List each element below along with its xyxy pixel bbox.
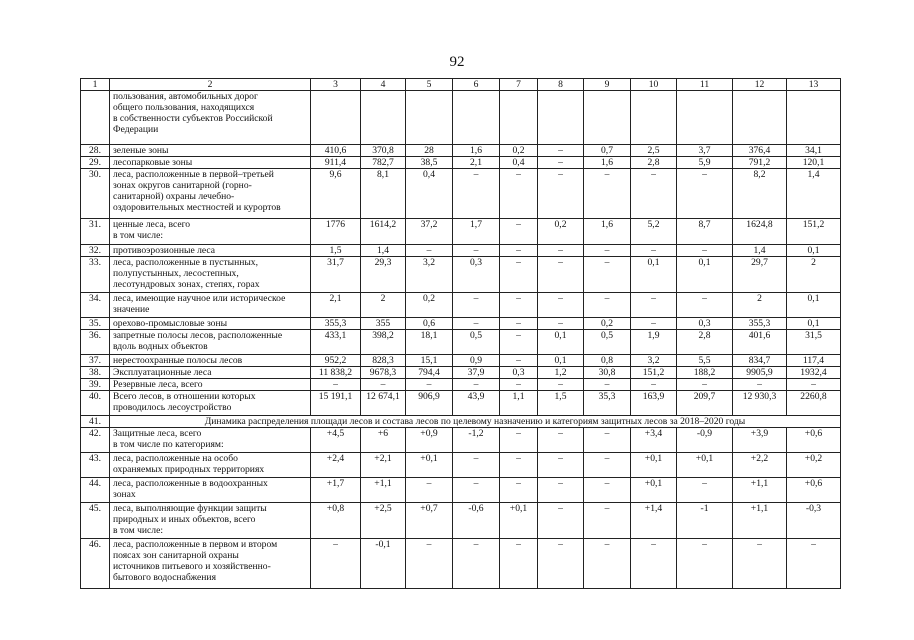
- row-label: нерестоохранные полосы лесов: [110, 355, 311, 367]
- table-row: [81, 145, 841, 157]
- column-header: 10: [631, 79, 677, 91]
- cell-value: –: [538, 539, 584, 589]
- cell-value: –: [538, 157, 584, 169]
- cell-value: 2: [361, 293, 406, 318]
- cell-value: 355,3: [311, 318, 361, 330]
- cell-value: –: [538, 478, 584, 503]
- cell-value: 151,2: [787, 219, 841, 245]
- cell-value: +0,2: [787, 453, 841, 478]
- cell-value: –: [538, 169, 584, 219]
- row-label: зеленые зоны: [110, 145, 311, 157]
- cell-value: 791,2: [733, 157, 787, 169]
- row-label: Резервные леса, всего: [110, 379, 311, 391]
- cell-value: –: [500, 169, 538, 219]
- column-header: 6: [453, 79, 500, 91]
- cell-value: 1,4: [787, 169, 841, 219]
- row-label: леса, расположенные в первой–третьей зонах округов санитарной (горно- санитарной) охраны лечебно- оздоровительных местностей и курортов: [110, 169, 311, 219]
- row-label: орехово-промысловые зоны: [110, 318, 311, 330]
- cell-value: –: [631, 245, 677, 257]
- cell-value: 3,7: [677, 145, 733, 157]
- cell-value: 11 838,2: [311, 367, 361, 379]
- column-header: 11: [677, 79, 733, 91]
- cell-value: –: [453, 539, 500, 589]
- cell-value: 1,5: [311, 245, 361, 257]
- cell-value: -0,6: [453, 503, 500, 539]
- cell-value: –: [500, 293, 538, 318]
- cell-value: +1,7: [311, 478, 361, 503]
- cell-value: 8,7: [677, 219, 733, 245]
- cell-value: –: [584, 379, 631, 391]
- cell-value: 12 930,3: [733, 391, 787, 416]
- cell-value: –: [500, 379, 538, 391]
- row-number: 41.: [81, 416, 110, 428]
- cell-value: –: [453, 379, 500, 391]
- column-header: 12: [733, 79, 787, 91]
- cell-value: 398,2: [361, 330, 406, 355]
- cell-value: 0,2: [584, 318, 631, 330]
- cell-value: [361, 91, 406, 145]
- cell-value: 12 674,1: [361, 391, 406, 416]
- cell-value: –: [677, 245, 733, 257]
- cell-value: 15,1: [406, 355, 453, 367]
- column-header: 9: [584, 79, 631, 91]
- column-header: 3: [311, 79, 361, 91]
- cell-value: +2,5: [361, 503, 406, 539]
- cell-value: 43,9: [453, 391, 500, 416]
- cell-value: 1,6: [584, 219, 631, 245]
- cell-value: –: [677, 169, 733, 219]
- cell-value: 2,8: [631, 157, 677, 169]
- row-number: 43.: [81, 453, 110, 478]
- row-number: 30.: [81, 169, 110, 219]
- cell-value: [538, 91, 584, 145]
- cell-value: 38,5: [406, 157, 453, 169]
- cell-value: [453, 91, 500, 145]
- cell-value: 28: [406, 145, 453, 157]
- cell-value: +3,9: [733, 428, 787, 453]
- table-row: [81, 330, 841, 355]
- cell-value: 834,7: [733, 355, 787, 367]
- cell-value: –: [631, 379, 677, 391]
- cell-value: –: [500, 318, 538, 330]
- cell-value: –: [631, 539, 677, 589]
- cell-value: 1932,4: [787, 367, 841, 379]
- cell-value: 151,2: [631, 367, 677, 379]
- cell-value: 952,2: [311, 355, 361, 367]
- table-row: [81, 367, 841, 379]
- cell-value: 906,9: [406, 391, 453, 416]
- cell-value: 1,4: [733, 245, 787, 257]
- cell-value: +0,8: [311, 503, 361, 539]
- cell-value: –: [500, 428, 538, 453]
- cell-value: 1624,8: [733, 219, 787, 245]
- cell-value: [500, 91, 538, 145]
- column-header: 13: [787, 79, 841, 91]
- cell-value: –: [733, 539, 787, 589]
- cell-value: –: [361, 379, 406, 391]
- cell-value: –: [631, 293, 677, 318]
- table-row: [81, 318, 841, 330]
- cell-value: 0,1: [677, 257, 733, 293]
- row-label: Защитные леса, всего в том числе по категориям:: [110, 428, 311, 453]
- row-number: 28.: [81, 145, 110, 157]
- cell-value: 0,9: [453, 355, 500, 367]
- row-label: леса, расположенные на особо охраняемых природных территориях: [110, 453, 311, 478]
- table-row: [81, 169, 841, 219]
- cell-value: 31,7: [311, 257, 361, 293]
- row-label: лесопарковые зоны: [110, 157, 311, 169]
- cell-value: 1,5: [538, 391, 584, 416]
- row-number: 38.: [81, 367, 110, 379]
- table-row: [81, 478, 841, 503]
- cell-value: –: [500, 478, 538, 503]
- cell-value: –: [631, 318, 677, 330]
- cell-value: –: [453, 169, 500, 219]
- row-label: леса, расположенные в первом и втором поясах зон санитарной охраны источников питьевого и хозяйственно- бытового водоснабжения: [110, 539, 311, 589]
- cell-value: 2,5: [631, 145, 677, 157]
- cell-value: 1,4: [361, 245, 406, 257]
- cell-value: +1,1: [733, 478, 787, 503]
- cell-value: +0,1: [500, 503, 538, 539]
- cell-value: +0,7: [406, 503, 453, 539]
- cell-value: 0,2: [500, 145, 538, 157]
- row-label: Всего лесов, в отношении которых проводилось лесоустройство: [110, 391, 311, 416]
- table-row: [81, 503, 841, 539]
- table-row: [81, 453, 841, 478]
- data-table: [80, 78, 841, 589]
- cell-value: –: [453, 318, 500, 330]
- cell-value: [677, 91, 733, 145]
- cell-value: –: [538, 453, 584, 478]
- cell-value: +4,5: [311, 428, 361, 453]
- row-label: Эксплуатационные леса: [110, 367, 311, 379]
- cell-value: 30,8: [584, 367, 631, 379]
- cell-value: –: [500, 539, 538, 589]
- cell-value: 0,5: [584, 330, 631, 355]
- cell-value: –: [584, 257, 631, 293]
- cell-value: –: [538, 503, 584, 539]
- cell-value: 2: [733, 293, 787, 318]
- cell-value: –: [677, 478, 733, 503]
- row-number: 42.: [81, 428, 110, 453]
- row-number: 40.: [81, 391, 110, 416]
- cell-value: –: [453, 293, 500, 318]
- cell-value: –: [677, 293, 733, 318]
- cell-value: 401,6: [733, 330, 787, 355]
- cell-value: 782,7: [361, 157, 406, 169]
- table-row: [81, 416, 841, 428]
- table-row: [81, 245, 841, 257]
- cell-value: 1,2: [538, 367, 584, 379]
- cell-value: [733, 91, 787, 145]
- cell-value: –: [500, 257, 538, 293]
- row-number: 37.: [81, 355, 110, 367]
- cell-value: 376,4: [733, 145, 787, 157]
- column-header: 7: [500, 79, 538, 91]
- table-row: [81, 157, 841, 169]
- cell-value: 0,3: [500, 367, 538, 379]
- cell-value: –: [406, 245, 453, 257]
- section-title: Динамика распределения площади лесов и состава лесов по целевому назначению и категориям защитных лесов за 2018–2020 годы: [110, 416, 841, 428]
- row-label: леса, расположенные в пустынных, полупустынных, лесостепных, лесотундровых зонах, степях, горах: [110, 257, 311, 293]
- cell-value: +0,1: [677, 453, 733, 478]
- cell-value: 1776: [311, 219, 361, 245]
- cell-value: 410,6: [311, 145, 361, 157]
- row-label: пользования, автомобильных дорог общего пользования, находящихся в собственности субъектов Российской Федерации: [110, 91, 311, 145]
- cell-value: +1,1: [733, 503, 787, 539]
- cell-value: 35,3: [584, 391, 631, 416]
- column-header: 4: [361, 79, 406, 91]
- column-header: 1: [81, 79, 110, 91]
- cell-value: –: [500, 330, 538, 355]
- cell-value: –: [453, 478, 500, 503]
- table-row: [81, 257, 841, 293]
- table-row: [81, 539, 841, 589]
- cell-value: 37,2: [406, 219, 453, 245]
- cell-value: 0,1: [538, 355, 584, 367]
- cell-value: 5,9: [677, 157, 733, 169]
- cell-value: +0,9: [406, 428, 453, 453]
- cell-value: 0,3: [453, 257, 500, 293]
- cell-value: 2: [787, 257, 841, 293]
- cell-value: 209,7: [677, 391, 733, 416]
- cell-value: 911,4: [311, 157, 361, 169]
- cell-value: -1: [677, 503, 733, 539]
- cell-value: –: [406, 539, 453, 589]
- cell-value: 9,6: [311, 169, 361, 219]
- row-label: леса, расположенные в водоохранных зонах: [110, 478, 311, 503]
- cell-value: 120,1: [787, 157, 841, 169]
- cell-value: +0,6: [787, 428, 841, 453]
- cell-value: -0,1: [361, 539, 406, 589]
- cell-value: 0,2: [406, 293, 453, 318]
- cell-value: 2,1: [453, 157, 500, 169]
- cell-value: -0,3: [787, 503, 841, 539]
- page-number: 92: [449, 54, 465, 70]
- cell-value: –: [538, 257, 584, 293]
- cell-value: 0,1: [787, 318, 841, 330]
- cell-value: 0,4: [500, 157, 538, 169]
- cell-value: 5,2: [631, 219, 677, 245]
- cell-value: 0,7: [584, 145, 631, 157]
- cell-value: 0,5: [453, 330, 500, 355]
- cell-value: –: [406, 478, 453, 503]
- cell-value: [787, 91, 841, 145]
- cell-value: –: [538, 428, 584, 453]
- cell-value: –: [538, 293, 584, 318]
- cell-value: +0,6: [787, 478, 841, 503]
- cell-value: 0,8: [584, 355, 631, 367]
- cell-value: –: [538, 318, 584, 330]
- cell-value: –: [584, 539, 631, 589]
- cell-value: –: [584, 293, 631, 318]
- table-row: [81, 91, 841, 145]
- cell-value: 355: [361, 318, 406, 330]
- cell-value: 117,4: [787, 355, 841, 367]
- cell-value: +2,4: [311, 453, 361, 478]
- cell-value: +6: [361, 428, 406, 453]
- cell-value: 2260,8: [787, 391, 841, 416]
- cell-value: -0,9: [677, 428, 733, 453]
- row-label: ценные леса, всего в том числе:: [110, 219, 311, 245]
- cell-value: –: [584, 453, 631, 478]
- cell-value: +3,4: [631, 428, 677, 453]
- cell-value: 0,1: [787, 293, 841, 318]
- cell-value: 37,9: [453, 367, 500, 379]
- row-number: 44.: [81, 478, 110, 503]
- cell-value: 828,3: [361, 355, 406, 367]
- table-row: [81, 219, 841, 245]
- cell-value: 31,5: [787, 330, 841, 355]
- cell-value: –: [406, 379, 453, 391]
- cell-value: 1614,2: [361, 219, 406, 245]
- table-row: [81, 428, 841, 453]
- cell-value: +0,1: [406, 453, 453, 478]
- cell-value: 2,8: [677, 330, 733, 355]
- column-header: 2: [110, 79, 311, 91]
- row-label: леса, выполняющие функции защиты природных и иных объектов, всего в том числе:: [110, 503, 311, 539]
- cell-value: –: [787, 539, 841, 589]
- cell-value: 9905,9: [733, 367, 787, 379]
- cell-value: +2,2: [733, 453, 787, 478]
- row-number: 46.: [81, 539, 110, 589]
- cell-value: 1,7: [453, 219, 500, 245]
- cell-value: 0,1: [787, 245, 841, 257]
- cell-value: 433,1: [311, 330, 361, 355]
- cell-value: 1,9: [631, 330, 677, 355]
- cell-value: 794,4: [406, 367, 453, 379]
- cell-value: 0,3: [677, 318, 733, 330]
- cell-value: [584, 91, 631, 145]
- cell-value: 1,6: [453, 145, 500, 157]
- cell-value: –: [538, 379, 584, 391]
- row-number: 35.: [81, 318, 110, 330]
- cell-value: -1,2: [453, 428, 500, 453]
- cell-value: –: [538, 145, 584, 157]
- cell-value: 8,1: [361, 169, 406, 219]
- cell-value: 9678,3: [361, 367, 406, 379]
- cell-value: –: [733, 379, 787, 391]
- cell-value: 18,1: [406, 330, 453, 355]
- cell-value: 0,2: [538, 219, 584, 245]
- cell-value: [631, 91, 677, 145]
- cell-value: –: [631, 169, 677, 219]
- cell-value: [406, 91, 453, 145]
- cell-value: –: [677, 379, 733, 391]
- cell-value: –: [584, 169, 631, 219]
- row-number: 45.: [81, 503, 110, 539]
- cell-value: 29,3: [361, 257, 406, 293]
- cell-value: 370,8: [361, 145, 406, 157]
- row-number: 32.: [81, 245, 110, 257]
- cell-value: 8,2: [733, 169, 787, 219]
- cell-value: [311, 91, 361, 145]
- cell-value: 29,7: [733, 257, 787, 293]
- cell-value: 34,1: [787, 145, 841, 157]
- cell-value: –: [584, 478, 631, 503]
- cell-value: 0,6: [406, 318, 453, 330]
- column-header: 5: [406, 79, 453, 91]
- row-label: леса, имеющие научное или историческое значение: [110, 293, 311, 318]
- row-number: 31.: [81, 219, 110, 245]
- cell-value: –: [584, 503, 631, 539]
- row-number: 34.: [81, 293, 110, 318]
- cell-value: 3,2: [406, 257, 453, 293]
- row-number: [81, 91, 110, 145]
- cell-value: –: [500, 355, 538, 367]
- cell-value: +0,1: [631, 478, 677, 503]
- cell-value: –: [584, 245, 631, 257]
- cell-value: 1,6: [584, 157, 631, 169]
- row-number: 39.: [81, 379, 110, 391]
- cell-value: 0,1: [631, 257, 677, 293]
- row-label: противоэрозионные леса: [110, 245, 311, 257]
- table-row: [81, 355, 841, 367]
- table-header-row: [81, 79, 841, 91]
- cell-value: 15 191,1: [311, 391, 361, 416]
- cell-value: +1,1: [361, 478, 406, 503]
- cell-value: +1,4: [631, 503, 677, 539]
- cell-value: –: [453, 245, 500, 257]
- cell-value: –: [538, 245, 584, 257]
- cell-value: –: [584, 428, 631, 453]
- cell-value: –: [311, 379, 361, 391]
- row-number: 29.: [81, 157, 110, 169]
- table-row: [81, 391, 841, 416]
- row-number: 36.: [81, 330, 110, 355]
- cell-value: 355,3: [733, 318, 787, 330]
- row-number: 33.: [81, 257, 110, 293]
- table-row: [81, 293, 841, 318]
- cell-value: 3,2: [631, 355, 677, 367]
- cell-value: 0,4: [406, 169, 453, 219]
- cell-value: –: [787, 379, 841, 391]
- cell-value: –: [500, 219, 538, 245]
- cell-value: 5,5: [677, 355, 733, 367]
- cell-value: 1,1: [500, 391, 538, 416]
- cell-value: 188,2: [677, 367, 733, 379]
- cell-value: +0,1: [631, 453, 677, 478]
- column-header: 8: [538, 79, 584, 91]
- cell-value: 0,1: [538, 330, 584, 355]
- row-label: запретные полосы лесов, расположенные вдоль водных объектов: [110, 330, 311, 355]
- cell-value: +2,1: [361, 453, 406, 478]
- cell-value: 163,9: [631, 391, 677, 416]
- table-row: [81, 379, 841, 391]
- cell-value: –: [500, 245, 538, 257]
- cell-value: 2,1: [311, 293, 361, 318]
- cell-value: –: [500, 453, 538, 478]
- cell-value: –: [311, 539, 361, 589]
- cell-value: –: [677, 539, 733, 589]
- cell-value: –: [453, 453, 500, 478]
